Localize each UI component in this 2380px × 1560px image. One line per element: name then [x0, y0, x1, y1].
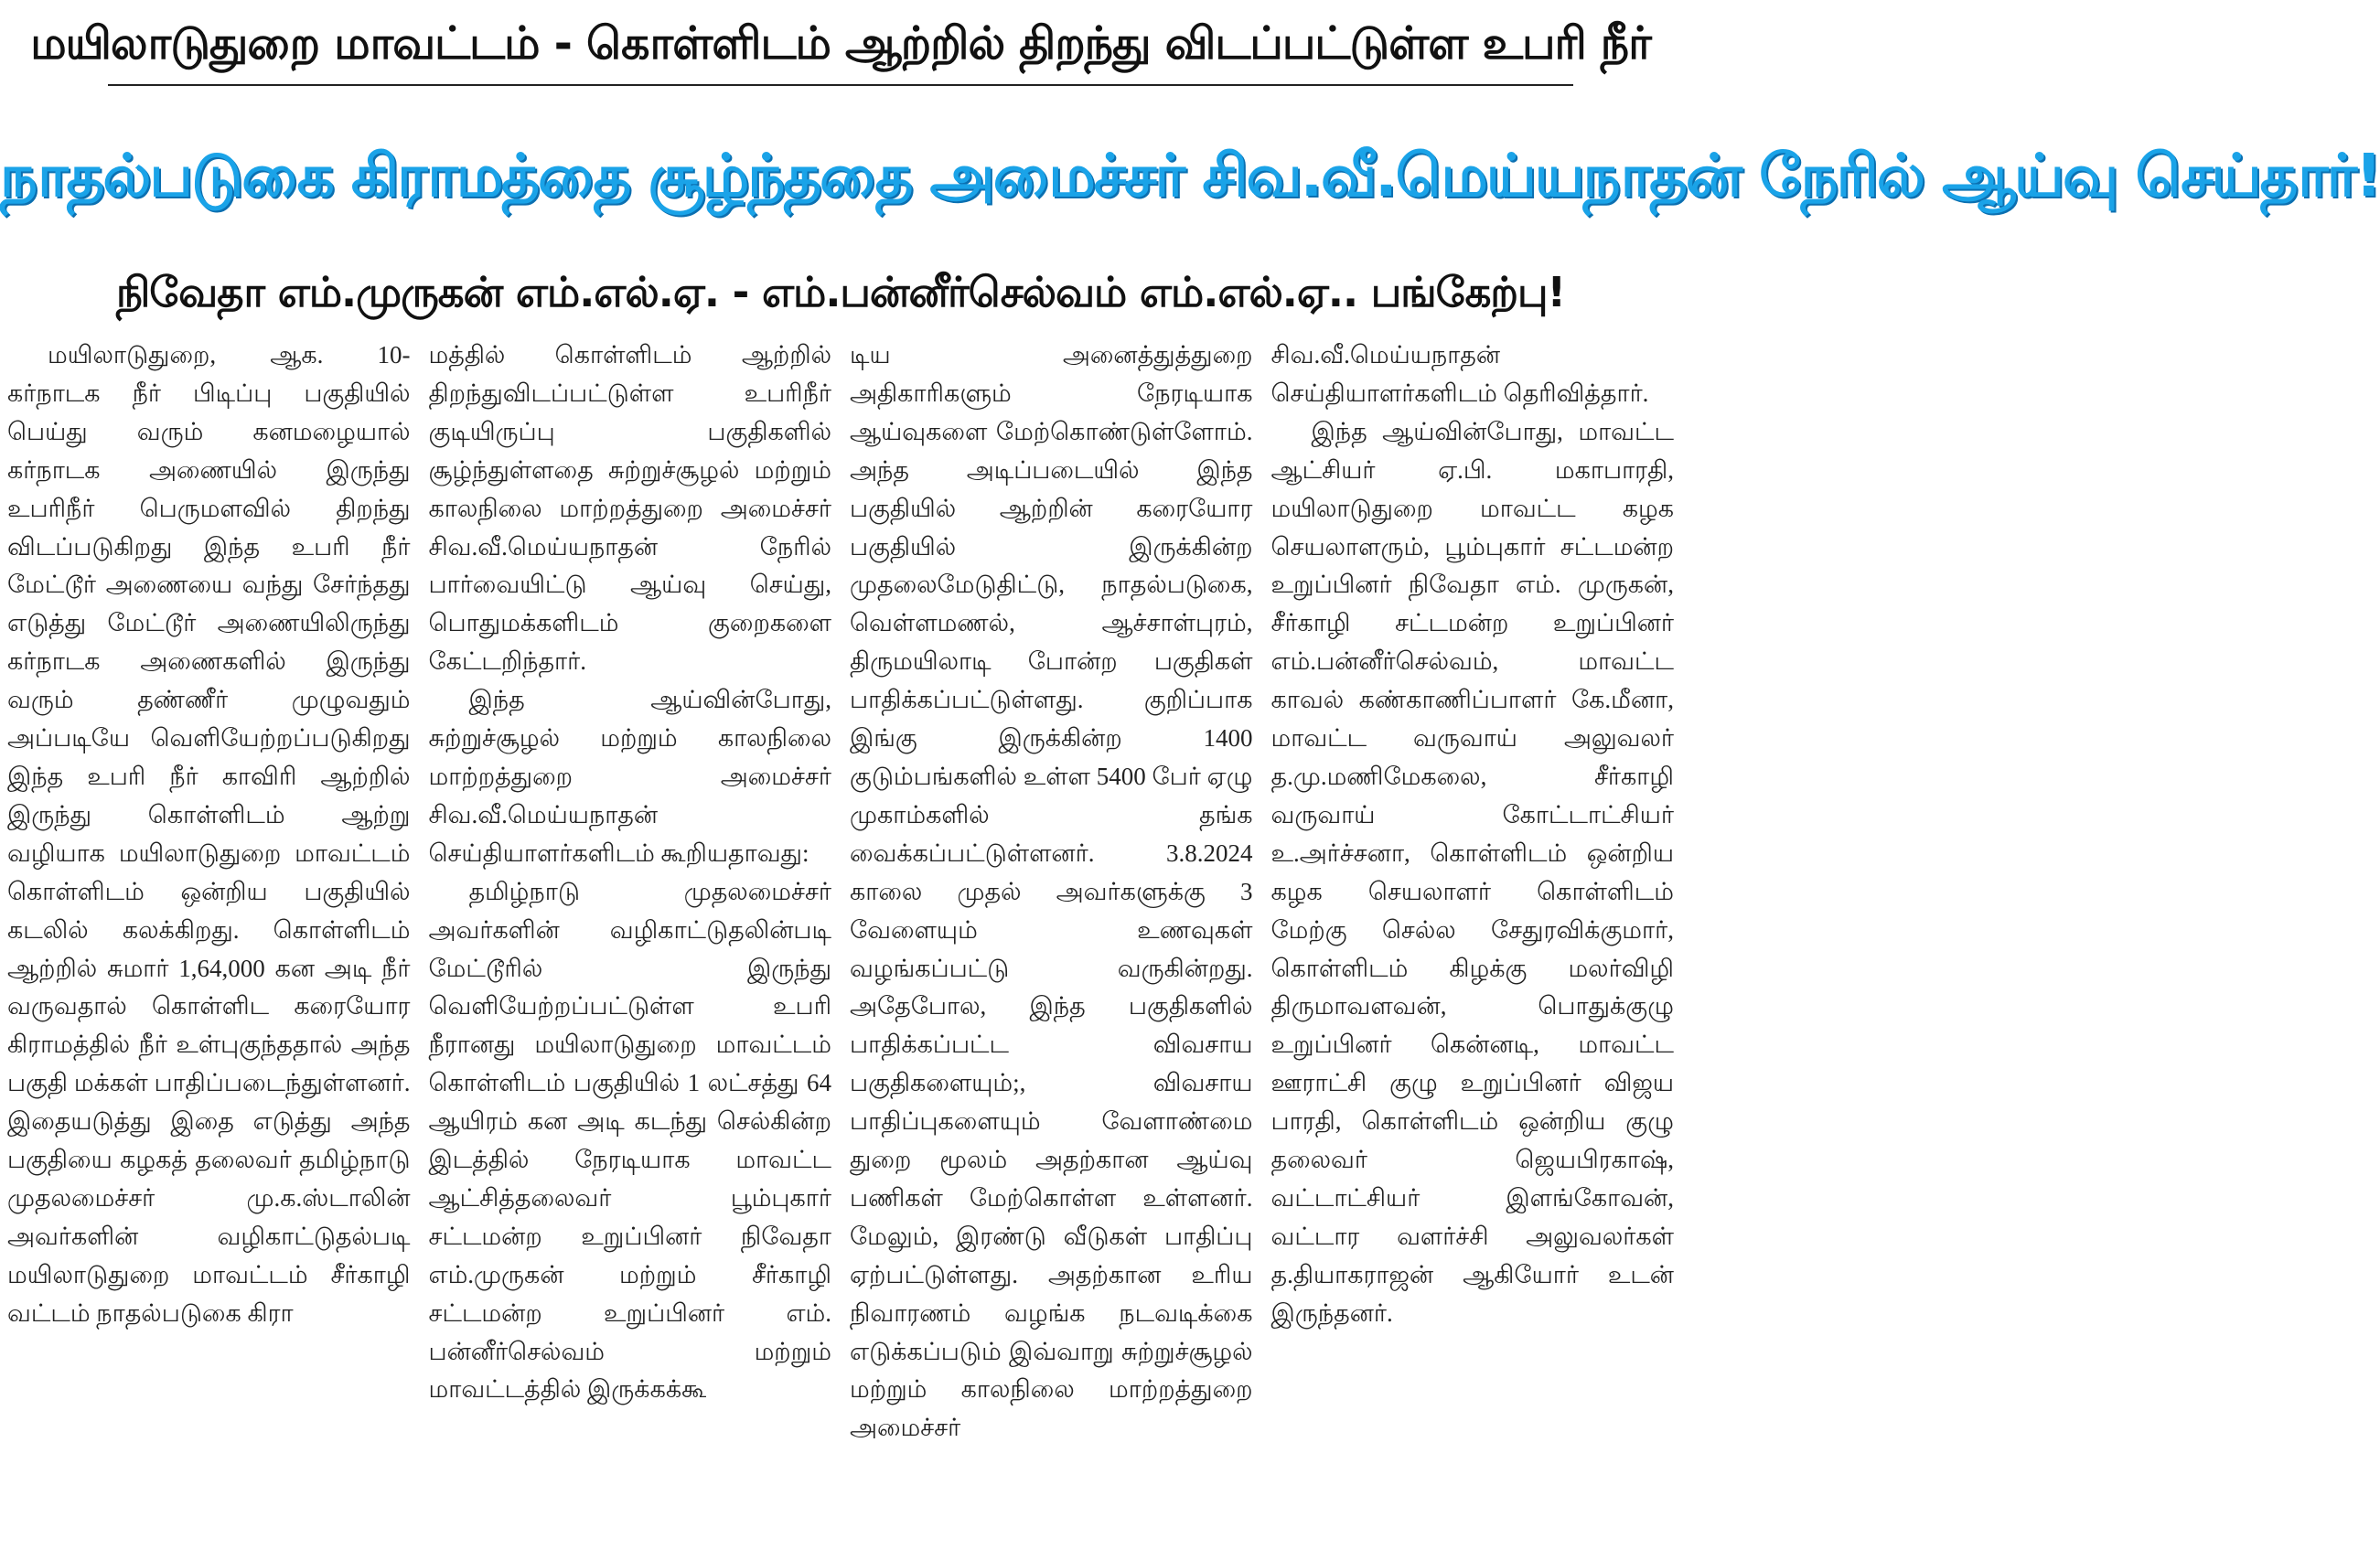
paragraph: மத்தில் கொள்ளிடம் ஆற்றில் திறந்துவிடப்பட்டுள்ள உபரிநீர் குடியிருப்பு பகுதிகளில் சூழ்ந்துள்ளதை சுற்றுச்சூழல் மற்றும் காலநிலை மாற்றத்துறை அமைச்சர் சிவ.வீ.மெய்யநாதன் நேரில் பார்வையிட்டு ஆய்வு செய்து, பொதுமக்களிடம் குறைகளை கேட்டறிந்தார்.: [428, 341, 831, 676]
kicker-rule: [108, 84, 1573, 86]
article-column-4: [1271, 337, 1675, 1560]
kicker-headline: மயிலாடுதுறை மாவட்டம் - கொள்ளிடம் ஆற்றில் திறந்து விடப்பட்டுள்ள உபரி நீர்: [30, 17, 1651, 69]
article-column-3: [850, 337, 1253, 1560]
subheadline: நிவேதா எம்.முருகன் எம்.எல்.ஏ. - எம்.பன்னீர்செல்வம் எம்.எல்.ஏ.. பங்கேற்பு!: [115, 268, 1566, 316]
paragraph: இந்த ஆய்வின்போது, சுற்றுச்சூழல் மற்றும் காலநிலை மாற்றத்துறை அமைச்சர் சிவ.வீ.மெய்யநாதன் செய்தியாளர்களிடம் கூறியதாவது:: [428, 686, 831, 867]
paragraph: இந்த ஆய்வின்போது, மாவட்ட ஆட்சியர் ஏ.பி. மகாபாரதி, மயிலாடுதுறை மாவட்ட கழக செயலாளரும், பூம்புகார் சட்டமன்ற உறுப்பினர் நிவேதா எம். முருகன், சீர்காழி சட்டமன்ற உறுப்பினர் எம்.பன்னீர்செல்வம், மாவட்ட காவல் கண்காணிப்பாளர் கே.மீனா, மாவட்ட வருவாய் அலுவலர் த.மு.மணிமேகலை, சீர்காழி வருவாய் கோட்டாட்சியர் உ.அர்ச்சனா, கொள்ளிடம் ஒன்றிய கழக செயலாளர் கொள்ளிடம் மேற்கு செல்ல சேதுரவிக்குமார், கொள்ளிடம் கிழக்கு மலர்விழி திருமாவளவன், பொதுக்குழு உறுப்பினர் கென்னடி, மாவட்ட ஊராட்சி குழு உறுப்பினர் விஜய பாரதி, கொள்ளிடம் ஒன்றிய குழு தலைவர் ஜெயபிரகாஷ், வட்டாட்சியர் இளங்கோவன், வட்டார வளர்ச்சி அலுவலர்கள் த.தியாகராஜன் ஆகியோர் உடன் இருந்தனர்.: [1270, 417, 1674, 1327]
article-column-2: [429, 337, 832, 1560]
paragraph: டிய அனைத்துத்துறை அதிகாரிகளும் நேரடியாக ஆய்வுகளை மேற்கொண்டுள்ளோம். அந்த அடிப்படையில் இந்த பகுதியில் ஆற்றின் கரையோர பகுதியில் இருக்கின்ற முதலைமேடுதிட்டு, நாதல்படுகை, வெள்ளமணல், ஆச்சாள்புரம், திருமயிலாடி போன்ற பகுதிகள் பாதிக்கப்பட்டுள்ளது. குறிப்பாக இங்கு இருக்கின்ற 1400 குடும்பங்களில் உள்ள 5400 பேர் ஏழு முகாம்களில் தங்க வைக்கப்பட்டுள்ளனர். 3.8.2024 காலை முதல் அவர்களுக்கு 3 வேளையும் உணவுகள் வழங்கப்பட்டு வருகின்றது. அதேபோல, இந்த பகுதிகளில் பாதிக்கப்பட்ட விவசாய பகுதிகளையும்;, விவசாய பாதிப்புகளையும் வேளாண்மை துறை மூலம் அதற்கான ஆய்வு பணிகள் மேற்கொள்ள உள்ளனர். மேலும், இரண்டு வீடுகள் பாதிப்பு ஏற்பட்டுள்ளது. அதற்கான உரிய நிவாரணம் வழங்க நடவடிக்கை எடுக்கப்படும் இவ்வாறு சுற்றுச்சூழல் மற்றும் காலநிலை மாற்றத்துறை அமைச்சர்: [850, 341, 1253, 1442]
article-column-1: [7, 337, 411, 1560]
article-body: [7, 337, 1674, 1560]
paragraph: சிவ.வீ.மெய்யநாதன் செய்தியாளர்களிடம் தெரிவித்தார்.: [1270, 341, 1649, 407]
paragraph: மயிலாடுதுறை, ஆக. 10- கர்நாடக நீர் பிடிப்பு பகுதியில் பெய்து வரும் கனமழையால் கர்நாடக அணையில் இருந்து உபரிநீர் பெருமளவில் திறந்து விடப்படுகிறது இந்த உபரி நீர் மேட்டூர் அணையை வந்து சேர்ந்தது எடுத்து மேட்டூர் அணையிலிருந்து கர்நாடக அணைகளில் இருந்து வரும் தண்ணீர் முழுவதும் அப்படியே வெளியேற்றப்படுகிறது இந்த உபரி நீர் காவிரி ஆற்றில் இருந்து கொள்ளிடம் ஆற்று வழியாக மயிலாடுதுறை மாவட்டம் கொள்ளிடம் ஒன்றிய பகுதியில் கடலில் கலக்கிறது. கொள்ளிடம் ஆற்றில் சுமார் 1,64,000 கன அடி நீர் வருவதால் கொள்ளிட கரையோர கிராமத்தில் நீர் உள்புகுந்ததால் அந்த பகுதி மக்கள் பாதிப்படைந்துள்ளனர். இதையடுத்து இதை எடுத்து அந்த பகுதியை கழகத் தலைவர் தமிழ்நாடு முதலமைச்சர் மு.க.ஸ்டாலின் அவர்களின் வழிகாட்டுதல்படி மயிலாடுதுறை மாவட்டம் சீர்காழி வட்டம் நாதல்படுகை கிரா: [7, 341, 411, 1327]
main-headline: நாதல்படுகை கிராமத்தை சூழ்ந்ததை அமைச்சர் சிவ.வீ.மெய்யநாதன் நேரில் ஆய்வு செய்தார்!: [0, 143, 2380, 210]
paragraph: தமிழ்நாடு முதலமைச்சர் அவர்களின் வழிகாட்டுதலின்படி மேட்டூரில் இருந்து வெளியேற்றப்பட்டுள்ள உபரி நீரானது மயிலாடுதுறை மாவட்டம் கொள்ளிடம் பகுதியில் 1 லட்சத்து 64 ஆயிரம் கன அடி கடந்து செல்கின்ற இடத்தில் நேரடியாக மாவட்ட ஆட்சித்தலைவர் பூம்புகார் சட்டமன்ற உறுப்பினர் நிவேதா எம்.முருகன் மற்றும் சீர்காழி சட்டமன்ற உறுப்பினர் எம். பன்னீர்செல்வம் மற்றும் மாவட்டத்தில் இருக்கக்கூ: [428, 877, 831, 1404]
